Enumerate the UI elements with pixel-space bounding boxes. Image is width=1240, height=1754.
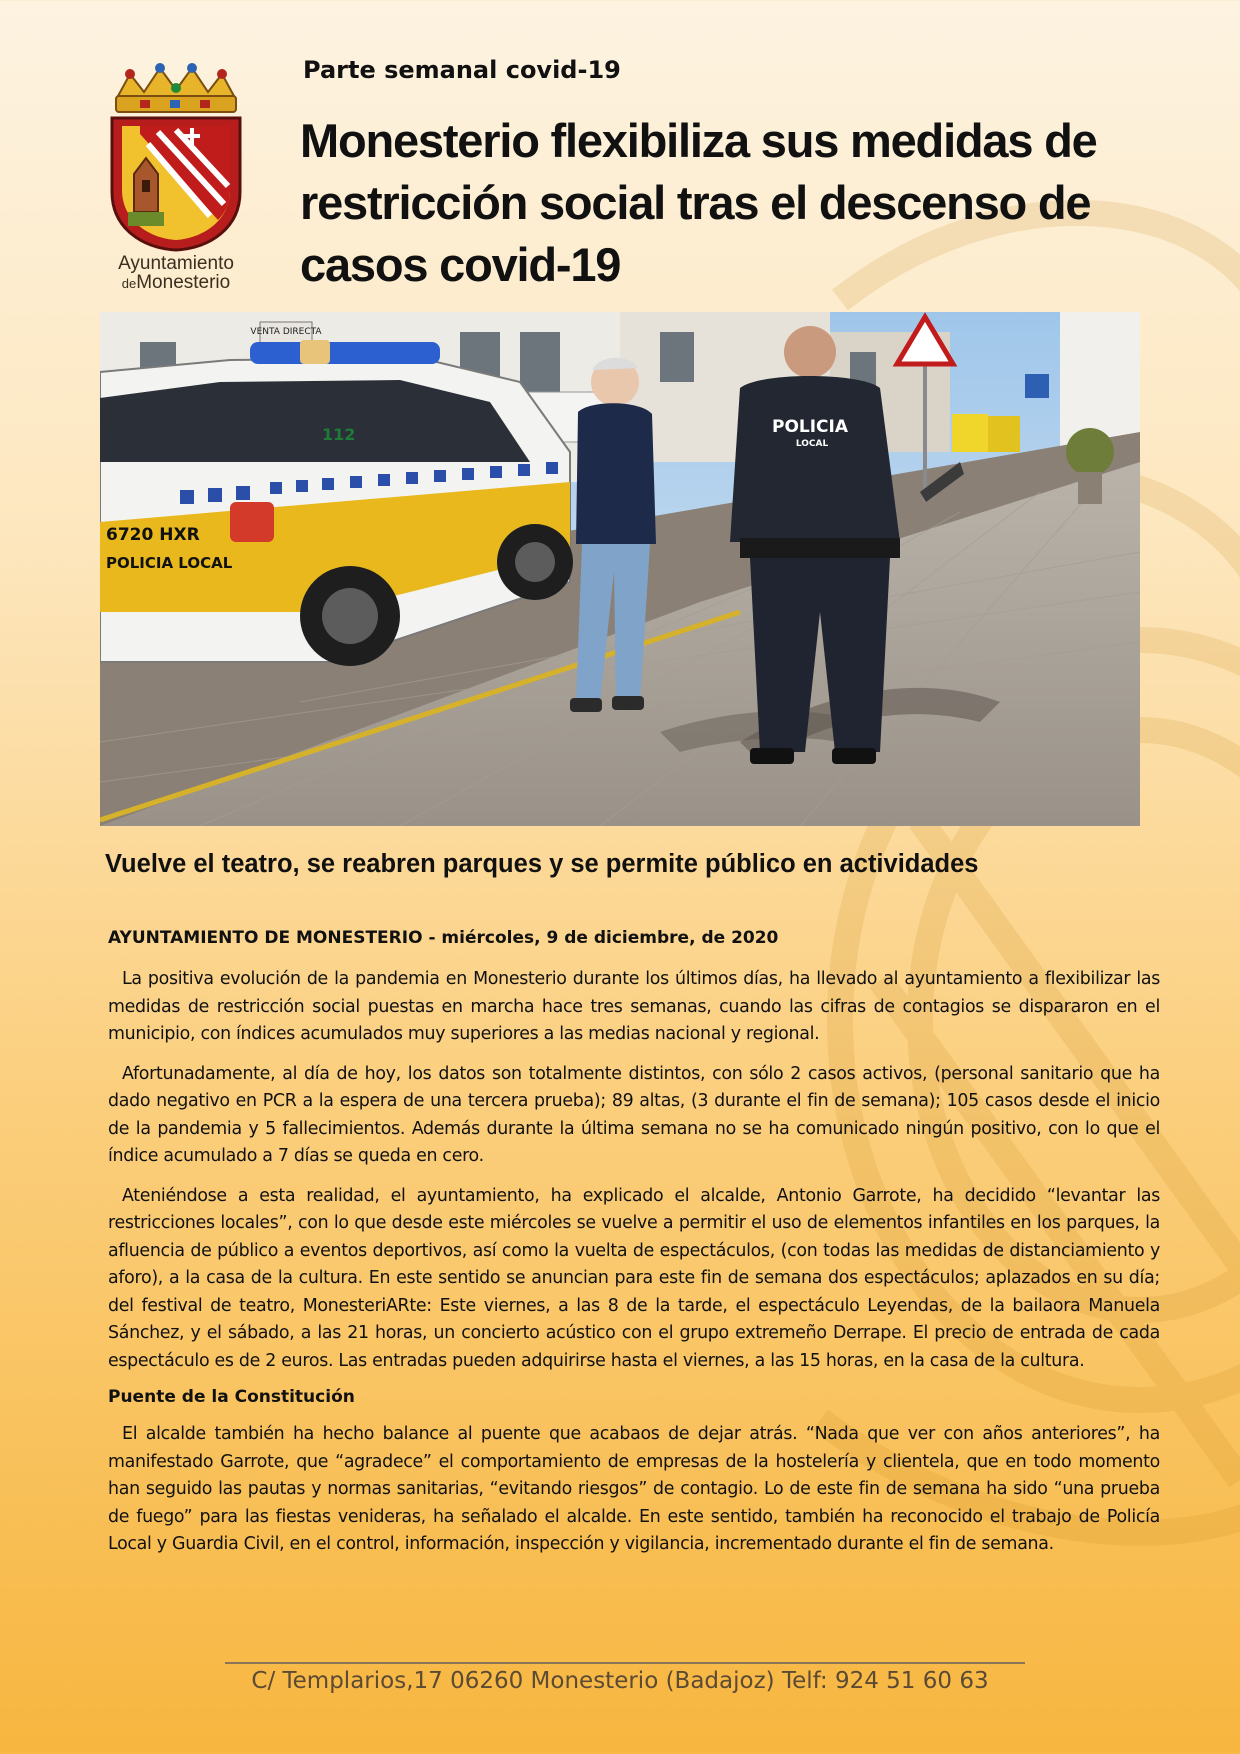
logo-line-2: Monesterio: [136, 272, 231, 293]
car-number: 112: [322, 425, 356, 444]
jacket-text: POLICIA: [771, 417, 849, 437]
crosswalk-sign-icon: [1025, 374, 1049, 398]
headline: Monesterio flexibiliza sus medidas de restricción social tras el descenso de casos covid-19: [300, 114, 1097, 291]
kicker: Parte semanal covid-19: [303, 56, 621, 84]
logo-line-1: Ayuntamiento: [118, 253, 234, 274]
coat-of-arms-icon: [100, 62, 252, 252]
municipal-logo: [100, 62, 252, 302]
dateline: AYUNTAMIENTO DE MONESTERIO - miércoles, 9 de diciembre, de 2020: [108, 928, 779, 948]
jacket-subtext: LOCAL: [795, 439, 829, 449]
footer-address: C/ Templarios,17 06260 Monesterio (Badajoz) Telf: 924 51 60 63: [251, 1668, 989, 1694]
paragraph-3: Ateniéndose a esta realidad, el ayuntamiento, ha explicado el alcalde, Antonio Garrote, ha decidido “levantar las restricciones locales”, con lo que desde este miércoles se vuelve a permitir el uso de elementos infantiles en los parques, la afluencia de público a eventos deportivos, así como la vuelta de espectáculos, (con todas las medidas de distanciamiento y aforo), a la casa de la cultura. En este sentido se anuncian para este fin de semana dos espectáculos; aplazados en su día; del festival de teatro, MonesteriARte: Este viernes, a las 8 de la tarde, el espectáculo Leyendas, de la bailaora Manuela Sánchez, y el sábado, a las 21 horas, un concierto acústico con el grupo extremeño Derrape. El precio de entrada de cada espectáculo es de 2 euros. Las entradas pueden adquirirse hasta el viernes, a las 15 horas, en la casa de la cultura.: [108, 1185, 1160, 1371]
paragraph-1: La positiva evolución de la pandemia en Monesterio durante los últimos días, ha llevado al ayuntamiento a flexibilizar las medidas de restricción social puestas en marcha hace tres semanas, cuando las cifras de contagios se dispararon en el municipio, con índices acumulados muy superiores a las medias nacional y regional.: [108, 969, 1160, 1044]
section-heading: Puente de la Constitución: [108, 1387, 355, 1407]
car-label: POLICIA LOCAL: [106, 554, 233, 572]
crown-icon: [116, 63, 236, 112]
logo-prefix: de: [121, 276, 137, 291]
footer-divider: [225, 1662, 1025, 1664]
shield-icon: [112, 118, 240, 250]
subheadline: Vuelve el teatro, se reabren parques y se permite público en actividades: [105, 850, 979, 878]
section-paragraph: El alcalde también ha hecho balance al puente que acabaos de dejar atrás. “Nada que ver con años anteriores”, ha manifestado Garrote, que “agradece” el comportamiento de empresas de la hostelería y clientela, que en todo momento han seguido las pautas y normas sanitarias, “evitando riesgos” de contagio. Lo de este fin de semana ha sido “una prueba de fuego” para las fiestas venideras, ha señalado el alcalde. En este sentido, también ha reconocido el trabajo de Policía Local y Guardia Civil, en el control, información, inspección y vigilancia, incrementado durante el fin de semana.: [108, 1424, 1160, 1554]
news-photo: [100, 312, 1140, 826]
car-plate: 6720 HXR: [106, 525, 200, 545]
article-body: [108, 928, 1160, 1571]
light-bar: [250, 342, 440, 364]
paragraph-2: Afortunadamente, al día de hoy, los datos son totalmente distintos, con sólo 2 casos activos, (personal sanitario que ha dado negativo en PCR a la espera de una tercera prueba); 89 altas, (3 durante el fin de semana); 105 casos desde el inicio de la pandemia y 5 fallecimientos. Además durante la última semana no se ha comunicado ningún positivo, con lo que el índice acumulado a 7 días se queda en cero.: [108, 1063, 1160, 1166]
shop-sign: VENTA DIRECTA: [250, 327, 322, 337]
